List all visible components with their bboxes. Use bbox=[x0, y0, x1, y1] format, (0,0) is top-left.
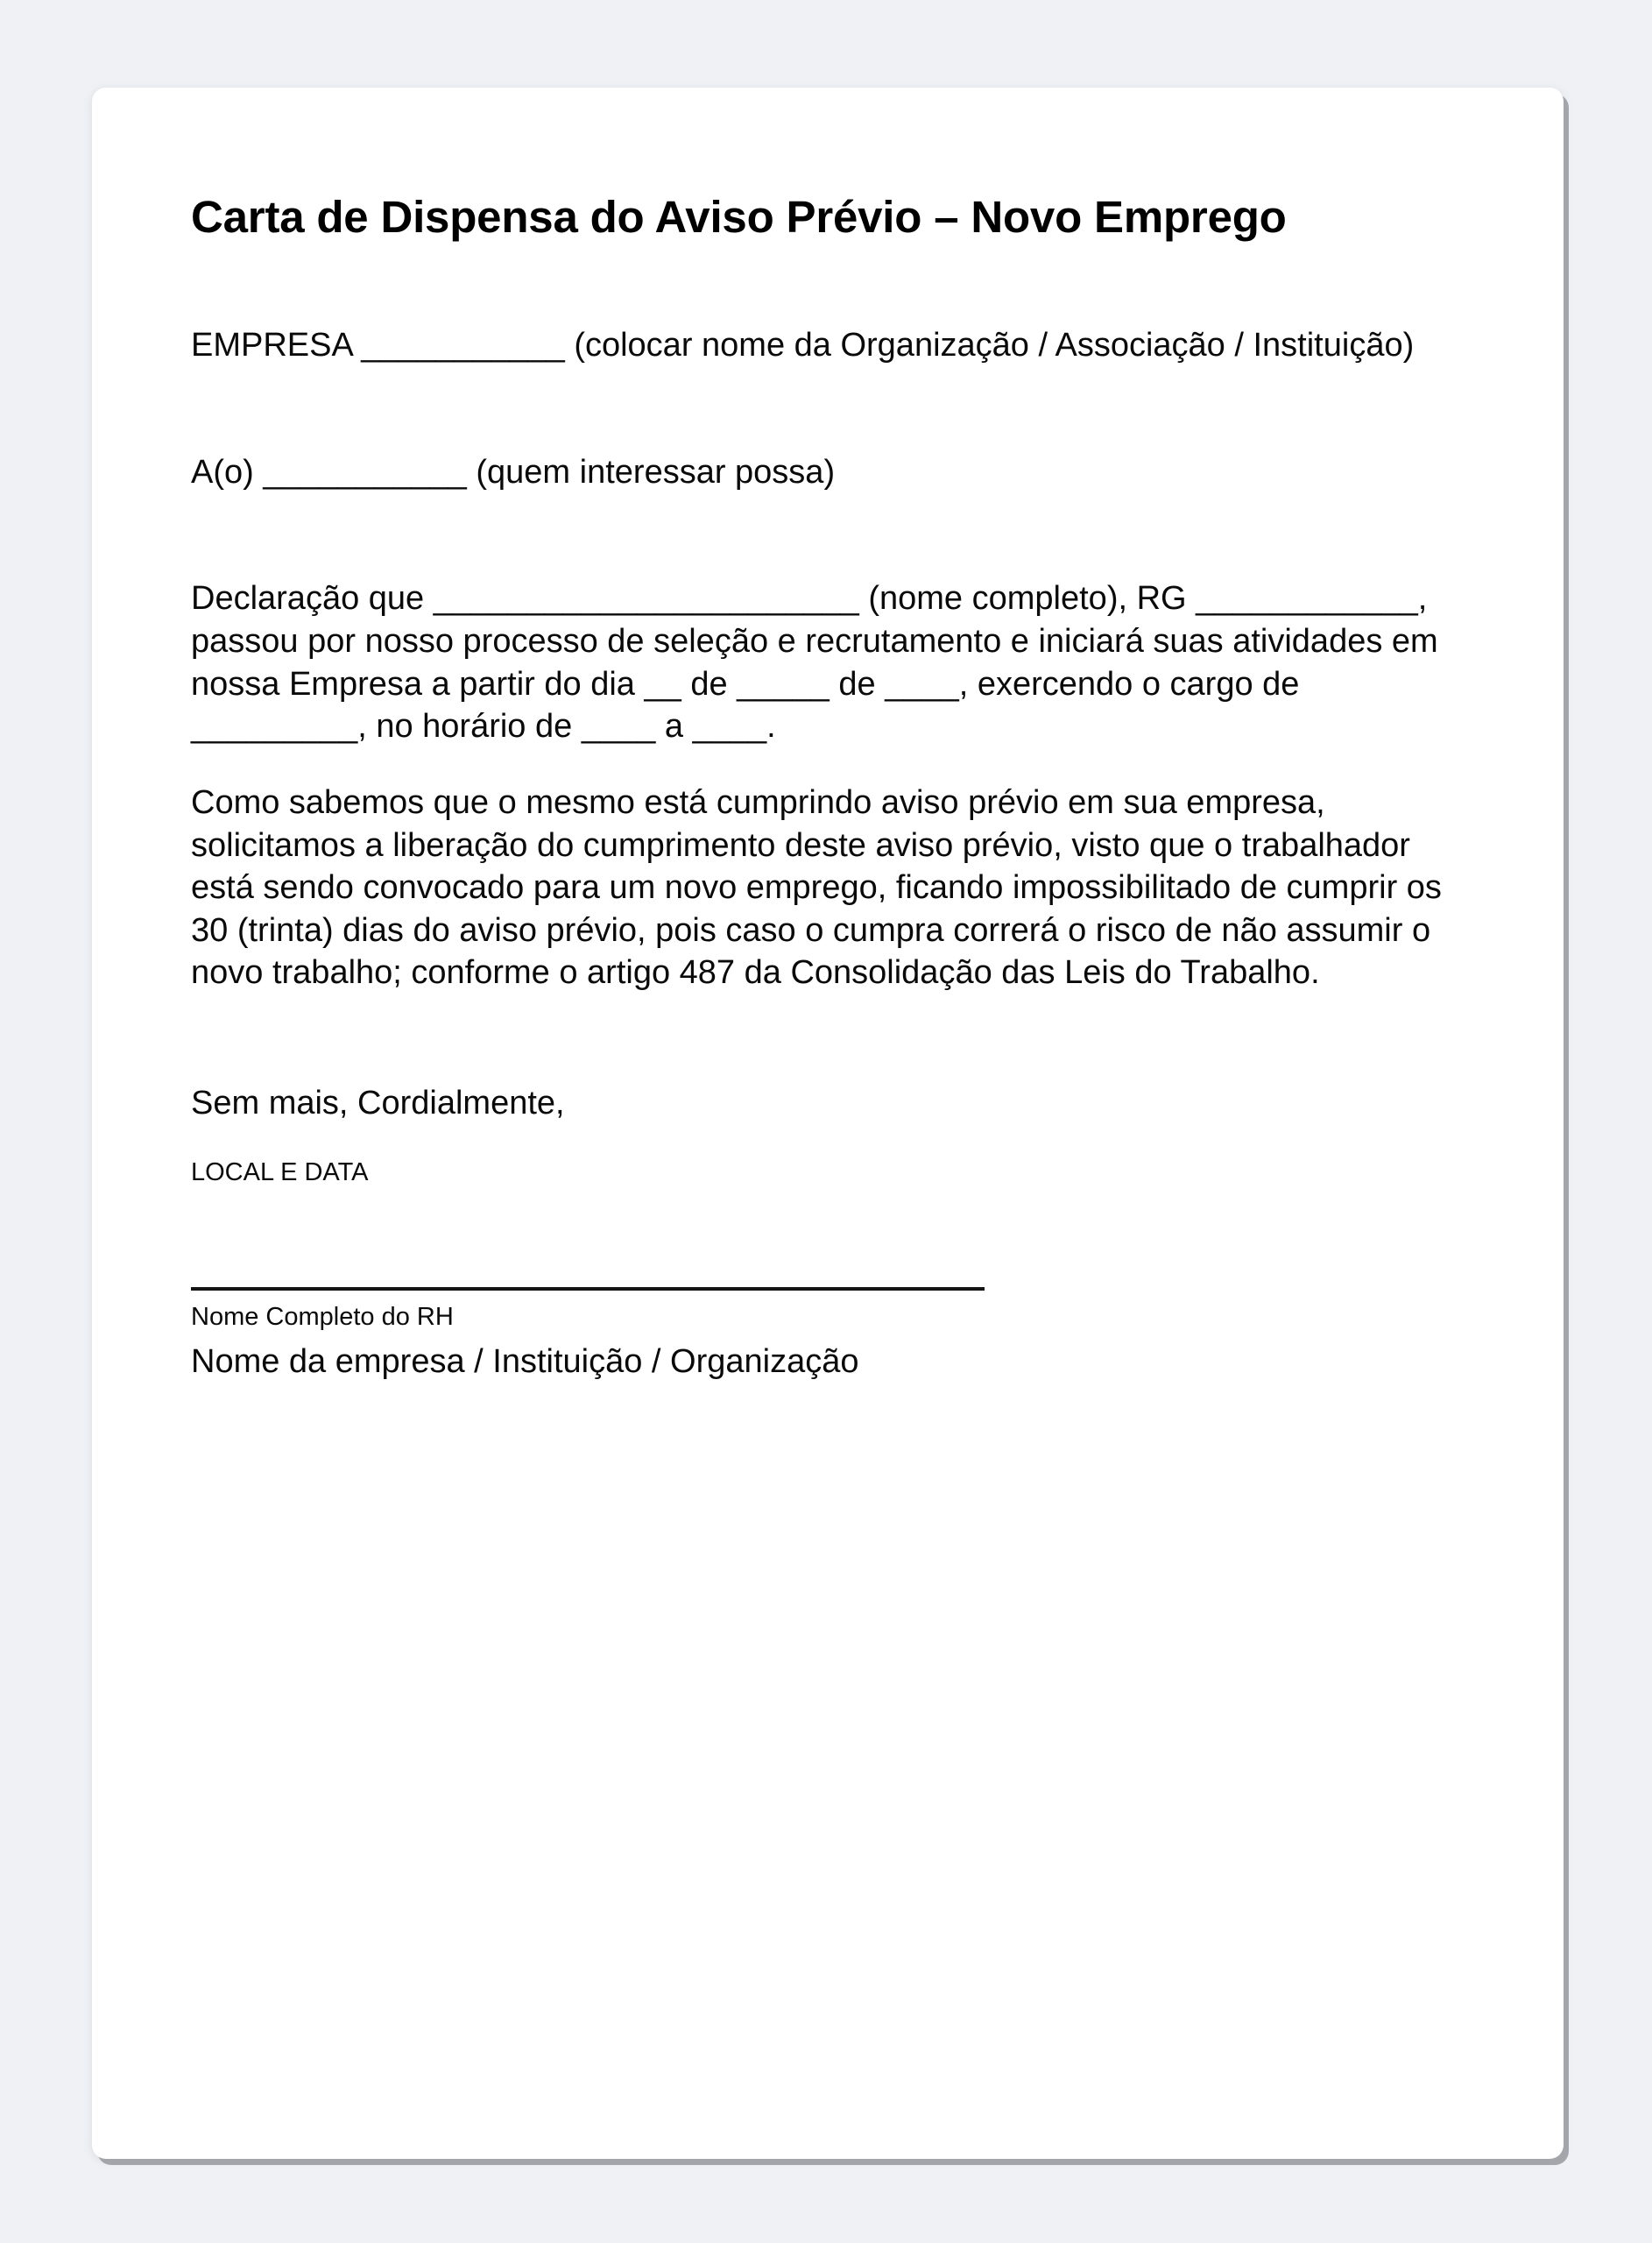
paragraph-destinatario: A(o) ___________ (quem interessar possa) bbox=[191, 453, 836, 491]
spacer-local-data bbox=[191, 1189, 1465, 1287]
paragraph-empresa: EMPRESA ___________ (colocar nome da Organização / Associação / Instituição) bbox=[191, 327, 1415, 364]
spacer-destinatario bbox=[191, 493, 1465, 577]
spacer-empresa bbox=[191, 367, 1465, 451]
spacer-despedida bbox=[191, 1125, 1465, 1157]
signature-organization-label: Nome da empresa / Instituição / Organização bbox=[191, 1342, 859, 1380]
paragraph-declaracao: Declaração que _______________________ (nome completo), RG ____________, passou por nosso processo de seleção e recrutamento e iniciará suas atividades em nossa Empresa a partir do dia __ de _____ de ____, exercendo o cargo de _________, no horário de ____ a ____. bbox=[191, 580, 1438, 746]
signature-name-label: Nome Completo do RH bbox=[191, 1303, 454, 1332]
page-title: Carta de Dispensa do Aviso Prévio – Novo Emprego bbox=[191, 192, 1287, 242]
document-body bbox=[191, 191, 1465, 1383]
document-page bbox=[92, 88, 1564, 2159]
spacer-title bbox=[191, 244, 1465, 324]
spacer-declaracao bbox=[191, 748, 1465, 782]
spacer-justificativa bbox=[191, 994, 1465, 1082]
paragraph-justificativa: Como sabemos que o mesmo está cumprindo aviso prévio em sua empresa, solicitamos a liberação do cumprimento deste aviso prévio, visto que o trabalhador está sendo convocado para um novo emprego, ficando impossibilitado de cumprir os 30 (trinta) dias do aviso prévio, pois caso o cumpra correrá o risco de não assumir o novo trabalho; conforme o artigo 487 da Consolidação das Leis do Trabalho. bbox=[191, 783, 1442, 992]
document-page-wrapper bbox=[92, 88, 1564, 2159]
local-e-data-label: LOCAL E DATA bbox=[191, 1157, 369, 1186]
paragraph-despedida: Sem mais, Cordialmente, bbox=[191, 1085, 565, 1122]
